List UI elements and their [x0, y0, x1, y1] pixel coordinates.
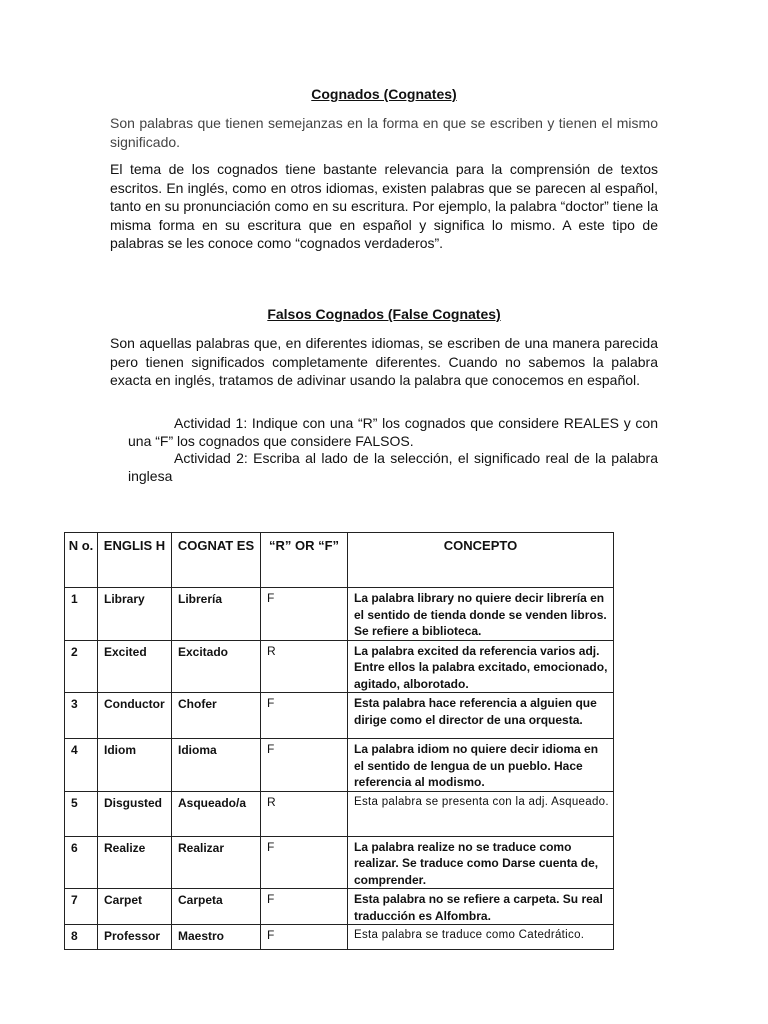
row-number: 8 — [65, 925, 98, 950]
cognate-word: Chofer — [172, 693, 261, 739]
table-row — [65, 739, 614, 792]
table-row — [65, 889, 614, 925]
cognate-word: Idioma — [172, 739, 261, 792]
english-word: Conductor — [98, 693, 172, 739]
cognate-word: Excitado — [172, 640, 261, 693]
header-r-or-f: “R” OR “F” — [261, 533, 348, 588]
table-row — [65, 791, 614, 836]
english-word: Disgusted — [98, 791, 172, 836]
table-row — [65, 925, 614, 950]
english-word: Library — [98, 588, 172, 641]
cognate-word: Librería — [172, 588, 261, 641]
english-word: Realize — [98, 836, 172, 889]
r-or-f-value: F — [261, 836, 348, 889]
english-word: Professor — [98, 925, 172, 950]
cognate-word: Carpeta — [172, 889, 261, 925]
r-or-f-value: R — [261, 640, 348, 693]
concepto-text: La palabra library no quiere decir librería en el sentido de tienda donde se venden libros. Se refiere a biblioteca. — [348, 588, 614, 641]
cognate-word: Maestro — [172, 925, 261, 950]
concepto-text: Esta palabra no se refiere a carpeta. Su real traducción es Alfombra. — [348, 889, 614, 925]
row-number: 3 — [65, 693, 98, 739]
false-cognates-title: Falsos Cognados (False Cognates) — [267, 306, 501, 322]
concepto-text: Esta palabra hace referencia a alguien que dirige como el director de una orquesta. — [348, 693, 614, 739]
row-number: 7 — [65, 889, 98, 925]
activity-2-instructions: Actividad 2: Escriba al lado de la selección, el significado real de la palabra inglesa — [128, 450, 658, 484]
cognates-table — [64, 532, 614, 950]
r-or-f-value: R — [261, 791, 348, 836]
table-row — [65, 588, 614, 641]
table-header-row — [65, 533, 614, 588]
concepto-text: La palabra realize no se traduce como realizar. Se traduce como Darse cuenta de, comprender. — [348, 836, 614, 889]
concepto-text: La palabra idiom no quiere decir idioma en el sentido de lengua de un pueblo. Hace referencia al modismo. — [348, 739, 614, 792]
cognate-word: Asqueado/a — [172, 791, 261, 836]
r-or-f-value: F — [261, 925, 348, 950]
header-cognates: COGNAT ES — [172, 533, 261, 588]
concepto-text: Esta palabra se presenta con la adj. Asqueado. — [348, 791, 614, 836]
cognate-word: Realizar — [172, 836, 261, 889]
header-number: N o. — [65, 533, 98, 588]
english-word: Idiom — [98, 739, 172, 792]
r-or-f-value: F — [261, 889, 348, 925]
cognates-title: Cognados (Cognates) — [311, 86, 457, 102]
r-or-f-value: F — [261, 739, 348, 792]
activity-1-instructions: Actividad 1: Indique con una “R” los cognados que considere REALES y con una “F” los cognados que considere FALSOS. — [128, 415, 658, 449]
table-row — [65, 836, 614, 889]
cognates-explanation: El tema de los cognados tiene bastante relevancia para la comprensión de textos escritos. En inglés, como en otros idiomas, existen palabras que se parecen al español, tanto en su pronunciación como en su escritura. Por ejemplo, la palabra “doctor” tiene la misma forma en su escritura que en español y significa lo mismo. A este tipo de palabras se les conoce como “cognados verdaderos”. — [110, 161, 658, 252]
row-number: 4 — [65, 739, 98, 792]
english-word: Carpet — [98, 889, 172, 925]
concepto-text: La palabra excited da referencia varios adj. Entre ellos la palabra excitado, emocionado, agitado, alborotado. — [348, 640, 614, 693]
table-row — [65, 640, 614, 693]
header-concepto: CONCEPTO — [348, 533, 614, 588]
row-number: 2 — [65, 640, 98, 693]
false-cognates-definition: Son aquellas palabras que, en diferentes idiomas, se escriben de una manera parecida pero tienen significados completamente diferentes. Cuando no sabemos la palabra exacta en inglés, tratamos de adivinar usando la palabra que conocemos en español. — [110, 335, 658, 389]
r-or-f-value: F — [261, 588, 348, 641]
row-number: 6 — [65, 836, 98, 889]
row-number: 1 — [65, 588, 98, 641]
r-or-f-value: F — [261, 693, 348, 739]
concepto-text: Esta palabra se traduce como Catedrático. — [348, 925, 614, 950]
row-number: 5 — [65, 791, 98, 836]
table-row — [65, 693, 614, 739]
header-english: ENGLIS H — [98, 533, 172, 588]
cognates-definition: Son palabras que tienen semejanzas en la forma en que se escriben y tienen el mismo significado. — [110, 115, 658, 150]
english-word: Excited — [98, 640, 172, 693]
